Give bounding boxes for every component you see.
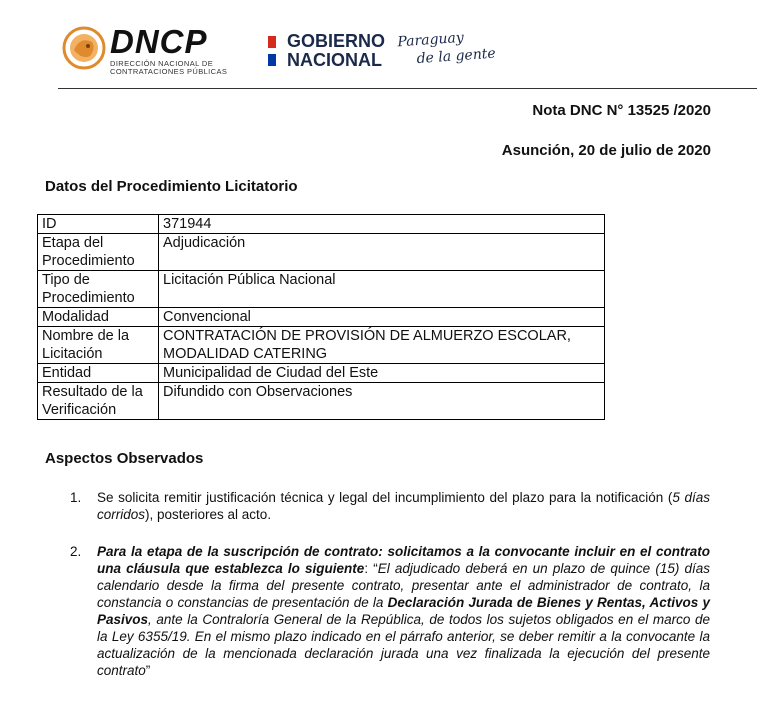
row-label: Modalidad <box>38 308 159 327</box>
date-line: Asunción, 20 de julio de 2020 <box>501 142 711 159</box>
table-row <box>38 234 605 271</box>
section-title-datos: Datos del Procedimiento Licitatorio <box>45 178 298 195</box>
dncp-lion-logo-icon <box>62 26 106 70</box>
flag-icon <box>268 36 276 66</box>
row-value: CONTRATACIÓN DE PROVISIÓN DE ALMUERZO ESCOLAR, MODALIDAD CATERING <box>159 327 605 364</box>
row-value: 371944 <box>159 215 605 234</box>
table-row <box>38 271 605 308</box>
dncp-subtitle: DIRECCIÓN NACIONAL DE CONTRATACIONES PÚBLICAS <box>110 59 228 76</box>
procedure-table <box>37 214 605 420</box>
row-label: Entidad <box>38 364 159 383</box>
letterhead <box>0 0 757 90</box>
header-divider <box>58 88 757 89</box>
table-row <box>38 308 605 327</box>
row-value: Convencional <box>159 308 605 327</box>
row-value: Difundido con Observaciones <box>159 383 605 420</box>
row-label: Resultado de la Verificación <box>38 383 159 420</box>
row-value: Municipalidad de Ciudad del Este <box>159 364 605 383</box>
observation-item-2: 2. Para la etapa de la suscripción de contrato: solicitamos a la convocante incluir en el contrato una cláusula que establezca lo siguiente: “El adjudicado deberá en un plazo de quince (15) días calendario desde la firma del presente contrato, presentar ante el administrador de contrato, la constancia o constancias de presentación de la Declaración Jurada de Bienes y Rentas, Activos y Pasivos, ante la Contraloría General de la República, de todos los sujetos obligados en el marco de la Ley 6355/19. En el mismo plazo indicado en el párrafo anterior, se deber remitir a la convocante la actualización de la mencionada declaración jurada una vez finalizada la ejecución del presente contrato” <box>70 544 711 678</box>
row-label: Etapa del Procedimiento <box>38 234 159 271</box>
observation-item-1: 1. Se solicita remitir justificación técnica y legal del incumplimiento del plazo para la notificación (5 días corridos), posteriores al acto. <box>70 490 710 522</box>
paraguay-slogan: Paraguay de la gente <box>396 29 497 68</box>
table-row <box>38 327 605 364</box>
row-value: Adjudicación <box>159 234 605 271</box>
nota-number: Nota DNC N° 13525 /2020 <box>532 102 711 119</box>
row-label: Tipo de Procedimiento <box>38 271 159 308</box>
section-title-aspectos: Aspectos Observados <box>45 450 204 467</box>
row-label: Nombre de la Licitación <box>38 327 159 364</box>
gobierno-nacional: GOBIERNO NACIONAL <box>287 31 386 70</box>
dncp-wordmark: DNCP <box>110 23 208 60</box>
table-row <box>38 215 605 234</box>
table-row <box>38 383 605 420</box>
table-row <box>38 364 605 383</box>
row-label: ID <box>38 215 159 234</box>
row-value: Licitación Pública Nacional <box>159 271 605 308</box>
